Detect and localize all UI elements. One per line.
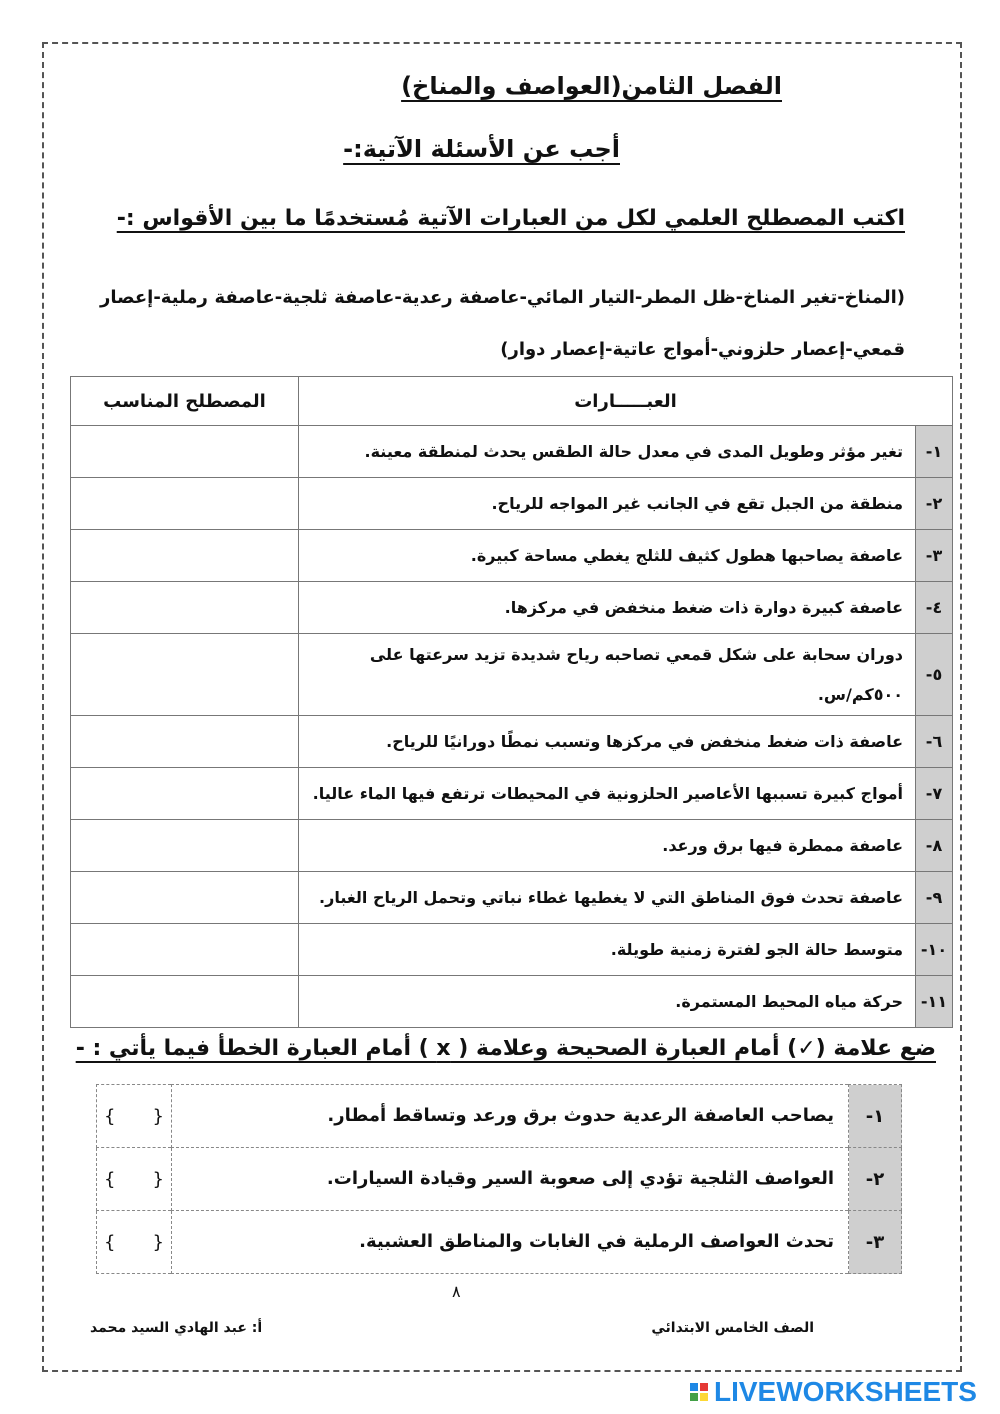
term-answer-field[interactable] [71, 530, 299, 582]
term-row-statement: عاصفة يصاحبها هطول كثيف للثلج يغطي مساحة كبيرة. [299, 530, 916, 582]
term-answer-field[interactable] [71, 924, 299, 976]
tf-open-brace: { [104, 1105, 116, 1127]
term-row-number: ١- [916, 426, 953, 478]
term-row [71, 634, 953, 716]
tf-row-statement: تحدث العواصف الرملية في الغابات والمناطق العشبية. [172, 1211, 849, 1274]
tf-answer-box[interactable] [97, 1211, 172, 1274]
term-row [71, 820, 953, 872]
term-row-statement: عاصفة ممطرة فيها برق ورعد. [299, 820, 916, 872]
term-row [71, 478, 953, 530]
term-row-number: ٥- [916, 634, 953, 716]
term-row-statement: عاصفة تحدث فوق المناطق التي لا يغطيها غطاء نباتي وتحمل الرياح الغبار. [299, 872, 916, 924]
term-row-number: ٧- [916, 768, 953, 820]
term-answer-field[interactable] [71, 872, 299, 924]
term-answer-field[interactable] [71, 426, 299, 478]
tf-close-brace: } [152, 1105, 164, 1127]
tf-close-brace: } [152, 1231, 164, 1253]
term-row-statement: أمواج كبيرة تسببها الأعاصير الحلزونية في المحيطات ترتفع فيها الماء عاليا. [299, 768, 916, 820]
terms-table-header [71, 377, 953, 426]
tf-row-number: ٢- [849, 1148, 902, 1211]
term-row [71, 976, 953, 1028]
tf-open-brace: { [104, 1168, 116, 1190]
term-row [71, 426, 953, 478]
page-title: الفصل الثامن(العواصف والمناخ) [401, 72, 782, 100]
term-row-statement: عاصفة كبيرة دوارة ذات ضغط منخفض في مركزها. [299, 582, 916, 634]
term-row [71, 924, 953, 976]
term-answer-field[interactable] [71, 820, 299, 872]
true-false-table [96, 1084, 902, 1274]
brand-name: LIVEWORKSHEETS [714, 1376, 977, 1407]
tf-row [97, 1211, 902, 1274]
tf-row-statement: يصاحب العاصفة الرعدية حدوث برق ورعد وتساقط أمطار. [172, 1085, 849, 1148]
term-answer-field[interactable] [71, 976, 299, 1028]
section1-instruction: اكتب المصطلح العلمي لكل من العبارات الآتية مُستخدمًا ما بين الأقواس :- [116, 206, 905, 231]
tf-row-number: ١- [849, 1085, 902, 1148]
tf-row-statement: العواصف الثلجية تؤدي إلى صعوبة السير وقيادة السيارات. [172, 1148, 849, 1211]
liveworksheets-brand [690, 1378, 977, 1406]
term-row-number: ٨- [916, 820, 953, 872]
term-row [71, 768, 953, 820]
term-row-number: ٢- [916, 478, 953, 530]
footer-teacher: أ: عبد الهادي السيد محمد [90, 1320, 263, 1336]
tf-answer-box[interactable] [97, 1148, 172, 1211]
tf-row [97, 1085, 902, 1148]
page-subtitle: أجب عن الأسئلة الآتية:- [343, 135, 620, 163]
tf-row [97, 1148, 902, 1211]
term-row-number: ٦- [916, 716, 953, 768]
term-row-number: ٩- [916, 872, 953, 924]
term-row-statement: حركة مياه المحيط المستمرة. [299, 976, 916, 1028]
term-row [71, 530, 953, 582]
term-row [71, 716, 953, 768]
tf-row-number: ٣- [849, 1211, 902, 1274]
term-row-statement: منطقة من الجبل تقع في الجانب غير المواجه للرياح. [299, 478, 916, 530]
term-row [71, 582, 953, 634]
term-row-statement: تغير مؤثر وطويل المدى في معدل حالة الطقس يحدث لمنطقة معينة. [299, 426, 916, 478]
term-row-number: ١٠- [916, 924, 953, 976]
term-row [71, 872, 953, 924]
term-answer-field[interactable] [71, 478, 299, 530]
col-term-header: المصطلح المناسب [71, 377, 299, 426]
term-answer-field[interactable] [71, 716, 299, 768]
term-answer-field[interactable] [71, 582, 299, 634]
col-statements-header: العبـــــارات [299, 377, 953, 426]
tf-close-brace: } [152, 1168, 164, 1190]
page-number: ٨ [452, 1282, 461, 1301]
tf-answer-box[interactable] [97, 1085, 172, 1148]
terms-table [70, 376, 953, 1028]
term-row-number: ٣- [916, 530, 953, 582]
section2-instruction: ضع علامة (✓) أمام العبارة الصحيحة وعلامة ( x ) أمام العبارة الخطأ فيما يأتي : - [75, 1036, 936, 1061]
term-row-number: ٤- [916, 582, 953, 634]
brand-logo-icon [690, 1383, 708, 1401]
word-bank: (المناخ-تغير المناخ-ظل المطر-التيار المائي-عاصفة رعدية-عاصفة ثلجية-عاصفة رملية-إعصار قمعي-إعصار حلزوني-أمواج عاتية-إعصار دوار) [100, 287, 905, 360]
tf-open-brace: { [104, 1231, 116, 1253]
term-answer-field[interactable] [71, 768, 299, 820]
term-row-statement: عاصفة ذات ضغط منخفض في مركزها وتسبب نمطًا دورانيًا للرياح. [299, 716, 916, 768]
footer-grade: الصف الخامس الابتدائي [651, 1320, 814, 1336]
term-row-statement: متوسط حالة الجو لفترة زمنية طويلة. [299, 924, 916, 976]
term-answer-field[interactable] [71, 634, 299, 716]
term-row-statement: دوران سحابة على شكل قمعي تصاحبه رياح شديدة تزيد سرعتها على ٥٠٠كم/س. [299, 634, 916, 716]
term-row-number: ١١- [916, 976, 953, 1028]
